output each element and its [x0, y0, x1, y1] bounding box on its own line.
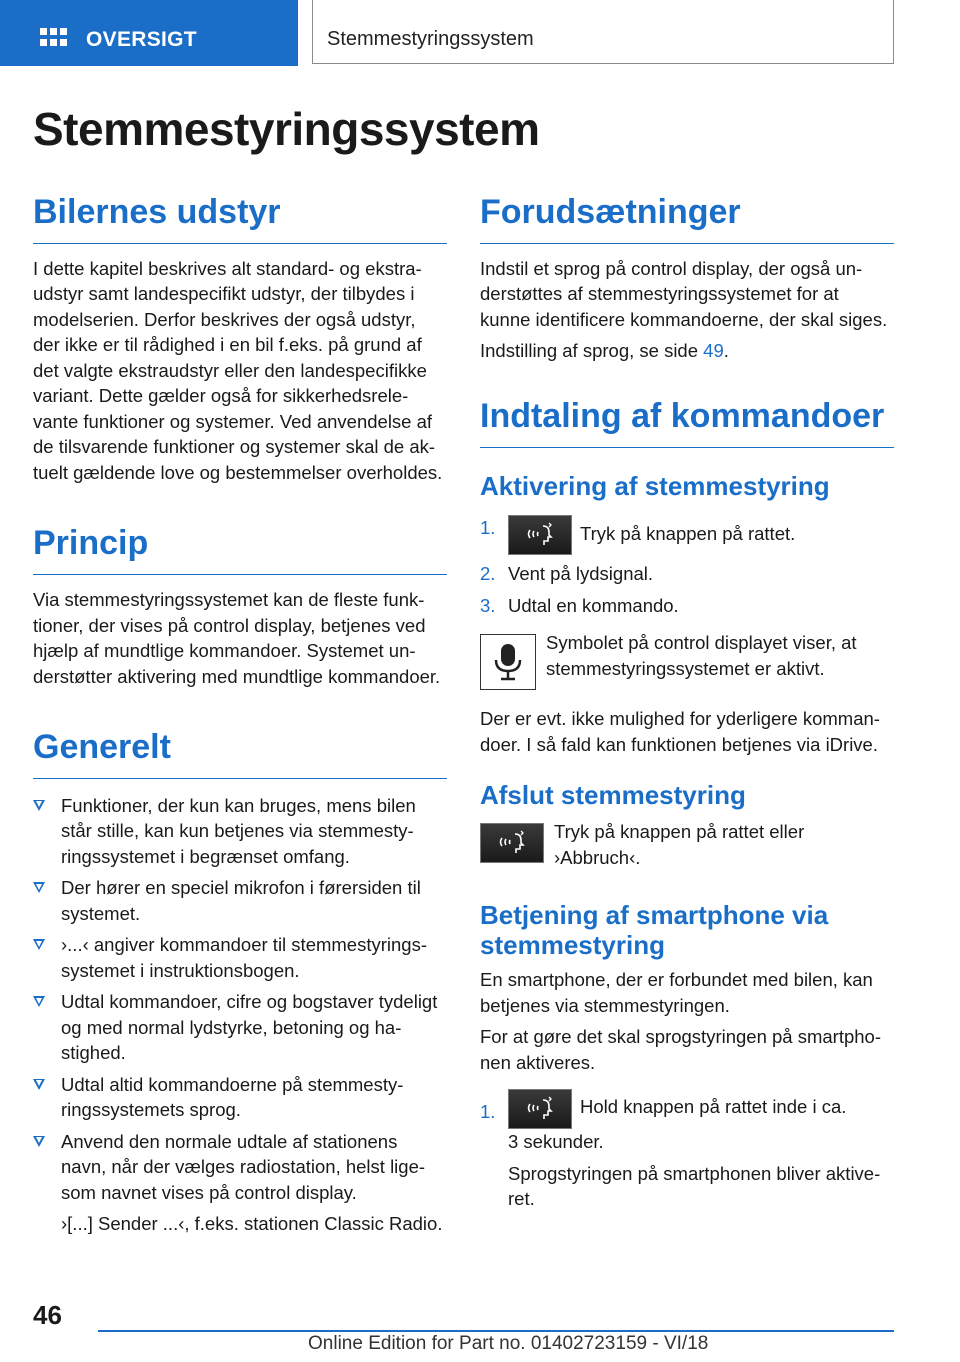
grid-icon: [40, 28, 68, 50]
voice-button-icon: [508, 1089, 572, 1129]
requirements-text: Indstil et sprog på control display, der også understøttes af stemmestyringssystemet for at kunne identificere kommandoerne, der skal siges.: [480, 257, 888, 330]
list-item: Udtal kommandoer, cifre og bogstaver tydeligt og med normal lydstyrke, betoning og hastighed.: [33, 989, 447, 1066]
end-row: [480, 819, 894, 879]
after-activation-text: Der er evt. ikke mulighed for yderligere kommandoer. I så fald kan funktionen betjenes via iDrive.: [480, 708, 880, 755]
bullet-example: ›[...] Sender ...‹, f.eks. stationen Classic Radio.: [61, 1213, 443, 1235]
general-bullet-list: [33, 793, 447, 1237]
left-column: [33, 192, 447, 1243]
symbol-row: [480, 630, 894, 694]
voice-button-icon: [508, 515, 572, 555]
bullet-triangle-icon: [33, 800, 45, 811]
section-title-principle: Princip: [33, 523, 447, 575]
smartphone-text-2: For at gøre det skal sprogstyringen på smartphonen aktiveres.: [480, 1026, 882, 1073]
bullet-triangle-icon: [33, 1079, 45, 1090]
activation-steps: [480, 515, 894, 618]
current-section-tab[interactable]: [312, 0, 894, 64]
bullet-triangle-icon: [33, 1136, 45, 1147]
end-text: Tryk på knappen på rattet eller ›Abbruch‹.: [554, 821, 805, 868]
microphone-icon: [480, 634, 536, 690]
list-item: 1. Tryk på knappen på rattet.: [480, 515, 894, 555]
equipment-text: I dette kapitel beskrives alt standard- og ekstraudstyr samt landespecifikt udstyr, der tilbydes i modelserien. Derfor beskrives der også udstyr, der ikke er til rådighed i en bil f.eks. på grund af det valgte ekstraudstyr eller den landespecifikke variant. Dette gælder også for sikkerhedsrelevante funktioner og systemer. Ved anvendelse af de tilsvarende funktioner og systemer skal de aktuelt gældende love og bestemmelser overholdes.: [33, 257, 443, 483]
list-item: Funktioner, der kun kan bruges, mens bilen står stille, kan kun betjenes via stemmestyringssystemet i begrænset omfang.: [33, 793, 447, 870]
requirements-reference: Indstilling af sprog, se side 49.: [480, 340, 729, 362]
bullet-triangle-icon: [33, 996, 45, 1007]
principle-text: Via stemmestyringssystemet kan de fleste funktioner, der vises på control display, betjenes ved hjælp af mundtlige kommandoer. Systemet understøtter aktivering med mundtlige kommandoer.: [33, 589, 441, 687]
smartphone-step: 1. Hold knappen på rattet inde i ca. 3 sekunder. Sprogstyringen på smartphonen bliver aktiveret.: [480, 1089, 894, 1212]
section-title-general: Generelt: [33, 727, 447, 779]
page-number: 46: [33, 1300, 62, 1330]
page-link[interactable]: 49: [703, 340, 724, 362]
current-section-label: Stemmestyringssystem: [327, 28, 534, 50]
list-item: Anvend den normale udtale af stationens navn, når der vælges radiostation, helst ligesom navnet vises på control display. ›[...] Sender ...‹, f.eks. stationen Classic Radio.: [33, 1129, 447, 1237]
list-item: Udtal altid kommandoerne på stemmestyringssystemets sprog.: [33, 1072, 447, 1123]
bullet-triangle-icon: [33, 939, 45, 950]
list-item: 3. Udtal en kommando.: [480, 594, 679, 616]
section-title-commands: Indtaling af kommandoer: [480, 396, 894, 448]
footer-edition: Online Edition for Part no. 01402723159 - VI/18: [308, 1333, 709, 1354]
top-bar: [0, 0, 960, 66]
footer-divider: [98, 1330, 894, 1332]
subsection-title-activation: Aktivering af stemmestyring: [480, 470, 830, 501]
subsection-title-smartphone: Betjening af smartphone via stemmestyring: [480, 900, 829, 961]
list-item: ›...‹ angiver kommandoer til stemmestyringssystemet i instruktionsbogen.: [33, 932, 447, 983]
step-result: Sprogstyringen på smartphonen bliver aktiveret.: [508, 1162, 881, 1210]
overview-tab-label: OVERSIGT: [86, 28, 197, 51]
step-duration: 3 sekunder.: [508, 1131, 604, 1153]
bullet-triangle-icon: [33, 882, 45, 893]
section-title-requirements: Forudsætninger: [480, 192, 894, 244]
subsection-title-end: Afslut stemmestyring: [480, 780, 746, 811]
smartphone-text-1: En smartphone, der er forbundet med bilen, kan betjenes via stemmestyringen.: [480, 969, 873, 1016]
overview-tab[interactable]: [0, 0, 298, 66]
symbol-text: Symbolet på control displayet viser, at stemmestyringssystemet er aktivt.: [546, 632, 857, 679]
list-item: 2. Vent på lydsignal.: [480, 563, 654, 585]
section-title-equipment: Bilernes udstyr: [33, 192, 447, 244]
right-column: [480, 192, 894, 1212]
voice-button-icon: [480, 823, 544, 863]
page-title: Stemmestyringssystem: [33, 103, 540, 155]
list-item: Der hører en speciel mikrofon i førersiden til systemet.: [33, 875, 447, 926]
